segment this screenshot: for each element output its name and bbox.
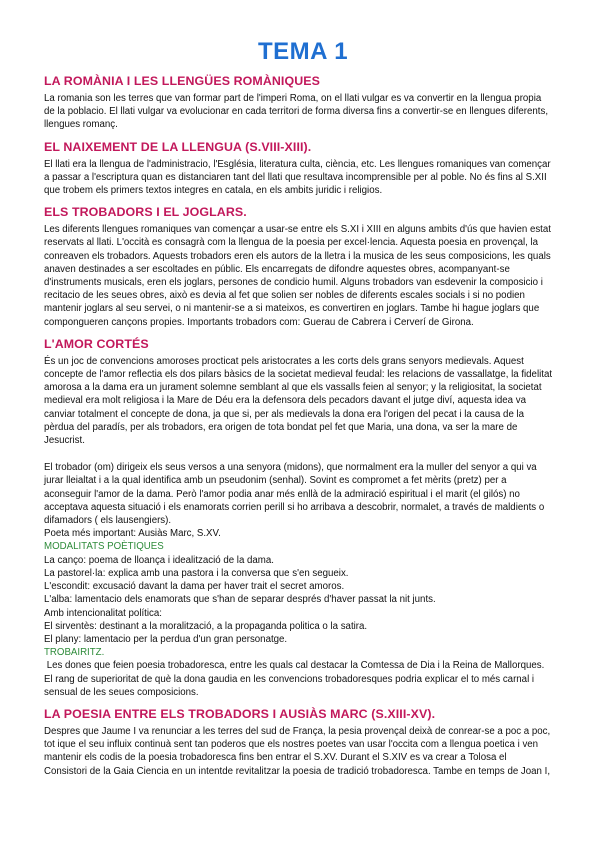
text-line: És un joc de convencions amoroses procticat pels aristocrates a les corts dels grans senyors medievals. Aquest xyxy=(44,355,524,367)
text-line: Les dones que feien poesia trobadoresca, entre les quals cal destacar la Comtessa de Dia i la Reina de Mallorques. xyxy=(44,660,545,672)
text-line: Les diferents llengues romaniques van començar a usar-se entre els S.XI i XIII en alguns ambits d'ús que havien estat xyxy=(44,224,551,236)
text-line: sensual de les seues composicions. xyxy=(44,686,199,698)
text-line: reservats al llati. L'occità es consagrà com la llengua de la poesia per excel·lencia. Aquesta poesia en provençal, la xyxy=(44,237,539,249)
text-line: mantenir joglars al seu servei, o ni mantenir-se a si mateixos, es convertiren en joglars. Tambe hi hague joglars que xyxy=(44,303,540,315)
text-line: d'instruments musicals, eren els joglars, persones de condicio humil. Alguns trobadors van esdevenir la composicio i xyxy=(44,277,543,289)
text-line: mantenir els codis de la poesia trobadoresca fins ben entrar el S.XV. Durant el S.XIV es va crear a Tolosa el xyxy=(44,752,507,764)
section-heading-amor-cortes: L'AMOR CORTÉS xyxy=(44,336,149,351)
text-line: La romania son les terres que van formar part de l'imperi Roma, on el llati vulgar es va convertir en la llengua propia xyxy=(44,93,542,104)
text-line: conreaven els trobadors. Aquests trobadors eren els autors de la lletra i la musica de les seus composicions, les quals xyxy=(44,250,551,262)
list-modalitats xyxy=(44,554,562,646)
section-heading-poesia: LA POESIA ENTRE ELS TROBADORS I AUSIÀS MARC (S.XIII-XV). xyxy=(44,706,436,721)
text-line: canviar totalment el concepte de dona, ja que si, per als medievals la dona era l'origen del pecat i la causa de la xyxy=(44,408,525,420)
paragraph-trobairitz xyxy=(44,659,562,699)
list-item: L'escondit: excusació davant la dama per haver trait el secret amoros. xyxy=(44,581,345,593)
text-line: jurar lleialtat i a la qual identifica amb un pseudonim (senhal). Sovint es compromet a fet mèrits (pretz) per a xyxy=(44,475,507,487)
subheading-modalitats: MODALITATS POÈTIQUES xyxy=(44,541,164,553)
text-line: recitacio de les seues obres, això es devia al fet que solien ser nobles de diferents escales socials i si no podien xyxy=(44,290,525,302)
text-line: anaven destinades a ser escoltades en públic. Els encarregats de difondre aquestes obres, acompanyant-se xyxy=(44,263,510,275)
list-item: L'alba: lamentacio dels enamorats que s'han de separar després d'haver passat la nit junts. xyxy=(44,594,436,606)
text-line: concepte de l'amor reflectia els dos pilars bàsics de la societat medieval feudal: les relacions de vassallatge, la fidelitat xyxy=(44,369,553,381)
text-line: El trobador (om) dirigeix els seus versos a una senyora (midons), que normalment era la muller del senyor a qui va xyxy=(44,462,537,474)
section-heading-romania: LA ROMÀNIA I LES LLENGÜES ROMÀNIQUES xyxy=(44,74,320,88)
section-heading-naixement: EL NAIXEMENT DE LA LLENGUA (S.VIII-XIII). xyxy=(44,139,312,154)
text-line: medieval era molt religiosa i la Mare de Déu era la defensora dels pecadors davant el jutge diví, aquesta idea va xyxy=(44,395,526,407)
list-item: El sirventès: destinant a la moralització, a la propaganda politica o la satira. xyxy=(44,620,368,632)
text-line: El rang de superioritat de què la dona gaudia en les convencions trobadoresques podria explicar el to més carnal i xyxy=(44,673,535,685)
text-line: que trobem els primers textos integres en catala, en els ambits juridic i religios. xyxy=(44,185,383,197)
text-line: a passar a l'escriptura quan es distanciaren tant del llati que resultava incomprensible per al poble. No és fins al S.XII xyxy=(44,171,547,183)
text-line: compongueren cançons propies. Importants trobadors com: Guerau de Cabrera i Cerverí de Girona. xyxy=(44,316,474,328)
paragraph-gap xyxy=(44,451,562,461)
list-item: La pastorel·la: explica amb una pastora i la conversa que s'en segueix. xyxy=(44,567,349,579)
paragraph-romania xyxy=(44,92,562,132)
text-line: difamadors ( els lausengiers). xyxy=(44,515,172,527)
paragraph-trobadors xyxy=(44,223,562,329)
text-line: llengues romanç. xyxy=(44,119,118,131)
text-line: pèrdua del paradís, per als trobadors, era origen de tota bondat pel fet que Maria, una dona, va ser la mare de xyxy=(44,421,518,433)
text-line: El llati era la llengua de l'administracio, l'Església, literatura culta, ciència, etc. Les llengues romaniques van començar xyxy=(44,158,551,170)
paragraph-poesia xyxy=(44,725,562,778)
text-line: Poeta més important: Ausiàs Marc, S.XV. xyxy=(44,528,221,540)
text-line: amorosa a la dama era un jurament solemne semblant al que els vassalls feien al senyor; y la religiositat, la societat xyxy=(44,382,542,394)
page-title: TEMA 1 xyxy=(257,38,349,65)
text-line: de la poblacio. El llati vulgar va evolucionar en cada territori de forma diversa fins a convertir-se en llengues diferents, xyxy=(44,106,549,118)
list-item: El plany: lamentacio per la perdua d'un gran personatge. xyxy=(44,633,288,645)
text-line: Jesucrist. xyxy=(44,435,85,447)
text-line: aconseguir l'amor de la dama. Però l'amor podia anar més enllà de la admiració espiritual i el marit (el gilós) no xyxy=(44,488,520,500)
text-line: Consistori de la Gaia Ciencia en un intentde revitalitzar la poesia de tradició trobadoresca. Tambe en temps de Joan I, xyxy=(44,765,551,777)
section-heading-trobadors: ELS TROBADORS I EL JOGLARS. xyxy=(44,205,247,220)
text-line: Despres que Jaume I va renunciar a les terres del sud de França, la pesia provençal deixà de conrear-se a poc a poc, xyxy=(44,725,551,737)
subheading-trobairitz: TROBAIRITZ. xyxy=(44,647,105,659)
paragraph-trobador-senyora xyxy=(44,461,562,540)
paragraph-naixement xyxy=(44,158,562,198)
paragraph-amor-cortes xyxy=(44,355,562,447)
list-item: Amb intencionalitat política: xyxy=(44,607,162,619)
text-line: tot ique el seu influix continuà sent tan poderos que els nostres poetes van usar l'occita com a llengua poetica i ven xyxy=(44,739,539,751)
list-item: La canço: poema de lloança i idealització de la dama. xyxy=(44,554,274,566)
text-line: acceptava aquesta situació i els enamorats corrien perill si ho arribava a descobrir, normalet, a través de maldients o xyxy=(44,501,545,513)
